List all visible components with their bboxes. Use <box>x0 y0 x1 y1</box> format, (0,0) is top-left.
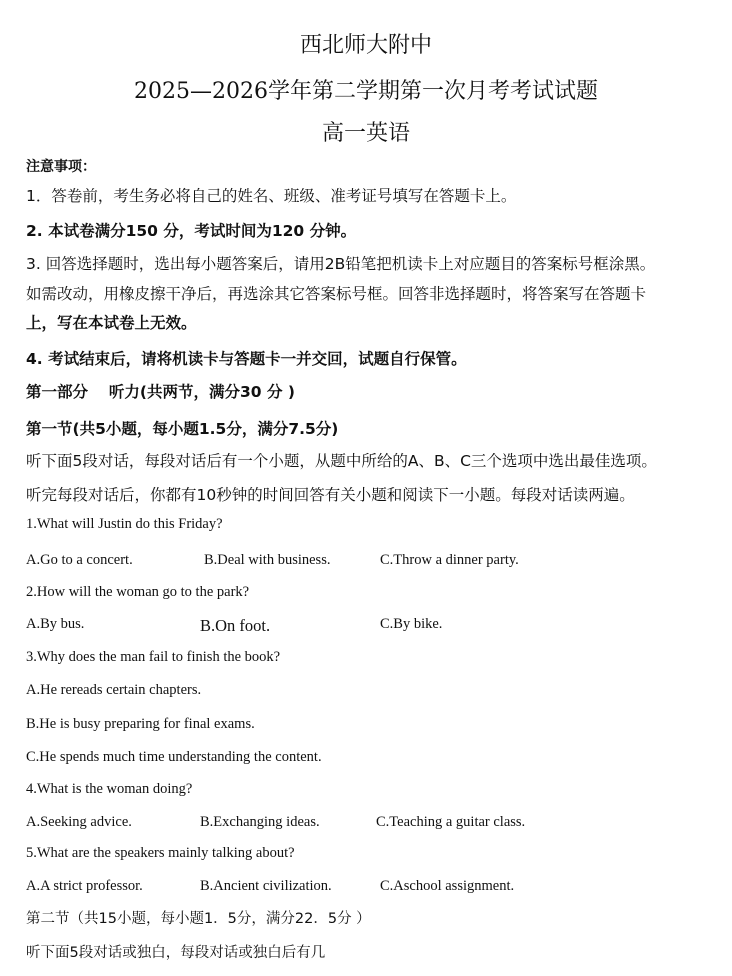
question-5-stem: 5.What are the speakers mainly talking about? <box>26 845 295 861</box>
question-2-stem: 2.How will the woman go to the park? <box>26 584 250 600</box>
school-name: 西北师大附中 <box>299 33 432 58</box>
question-5-option-b: B.Ancient civilization. <box>200 878 332 894</box>
question-2-option-c: C.By bike. <box>380 616 443 632</box>
notice-item-3-line-3: 上，写在本试卷上无效。 <box>26 314 197 332</box>
exam-title: 2025—2026学年第二学期第一次月考考试试题 <box>134 79 598 104</box>
notice-item-2: 2. 本试卷满分150 分，考试时间为120 分钟。 <box>26 222 357 240</box>
question-5-option-a: A.A strict professor. <box>26 878 143 894</box>
question-2-option-b: B.On foot. <box>200 616 271 635</box>
question-1-option-a: A.Go to a concert. <box>26 552 133 568</box>
question-3-option-a: A.He rereads certain chapters. <box>26 682 202 698</box>
section1-direction-line-1: 听下面5段对话，每段对话后有一个小题，从题中所给的A、B、C三个选项中选出最佳选项。 <box>26 452 657 470</box>
question-1-option-b: B.Deal with business. <box>204 552 331 568</box>
crop-fade <box>340 936 400 966</box>
notice-heading: 注意事项： <box>26 159 96 175</box>
question-2-option-a: A.By bus. <box>26 616 85 632</box>
question-3-option-b: B.He is busy preparing for final exams. <box>26 716 255 732</box>
question-1-stem: 1.What will Justin do this Friday? <box>26 516 223 532</box>
question-1-option-c: C.Throw a dinner party. <box>380 552 519 568</box>
section1-heading: 第一节(共5小题，每小题1.5分，满分7.5分) <box>26 420 339 438</box>
question-3-option-c: C.He spends much time understanding the content. <box>26 749 322 765</box>
section1-direction-line-2: 听完每段对话后，你都有10秒钟的时间回答有关小题和阅读下一小题。每段对话读两遍。 <box>26 486 635 504</box>
question-3-stem: 3.Why does the man fail to finish the book? <box>26 649 281 665</box>
section2-direction-partial: 听下面5段对话或独白，每段对话或独白后有几 <box>26 945 326 961</box>
question-4-option-a: A.Seeking advice. <box>26 814 132 830</box>
notice-item-1: 1．答卷前，考生务必将自己的姓名、班级、准考证号填写在答题卡上。 <box>26 187 517 205</box>
part1-heading: 第一部分 听力(共两节，满分30 分 ) <box>26 383 295 401</box>
subject-title: 高一英语 <box>321 121 410 146</box>
notice-item-3-line-1: 3. 回答选择题时，选出每小题答案后，请用2B铅笔把机读卡上对应题目的答案标号框涂黑。 <box>26 255 656 273</box>
notice-item-3-line-2: 如需改动，用橡皮擦干净后，再选涂其它答案标号框。回答非选择题时，将答案写在答题卡 <box>26 285 647 303</box>
question-4-option-c: C.Teaching a guitar class. <box>376 814 526 830</box>
notice-item-4: 4. 考试结束后，请将机读卡与答题卡一并交回，试题自行保管。 <box>26 350 467 368</box>
question-4-stem: 4.What is the woman doing? <box>26 781 193 797</box>
question-5-option-c: C.Aschool assignment. <box>380 878 515 894</box>
section2-heading: 第二节（共15小题，每小题1．5分，满分22．5分 ） <box>26 911 371 927</box>
question-4-option-b: B.Exchanging ideas. <box>200 814 320 830</box>
